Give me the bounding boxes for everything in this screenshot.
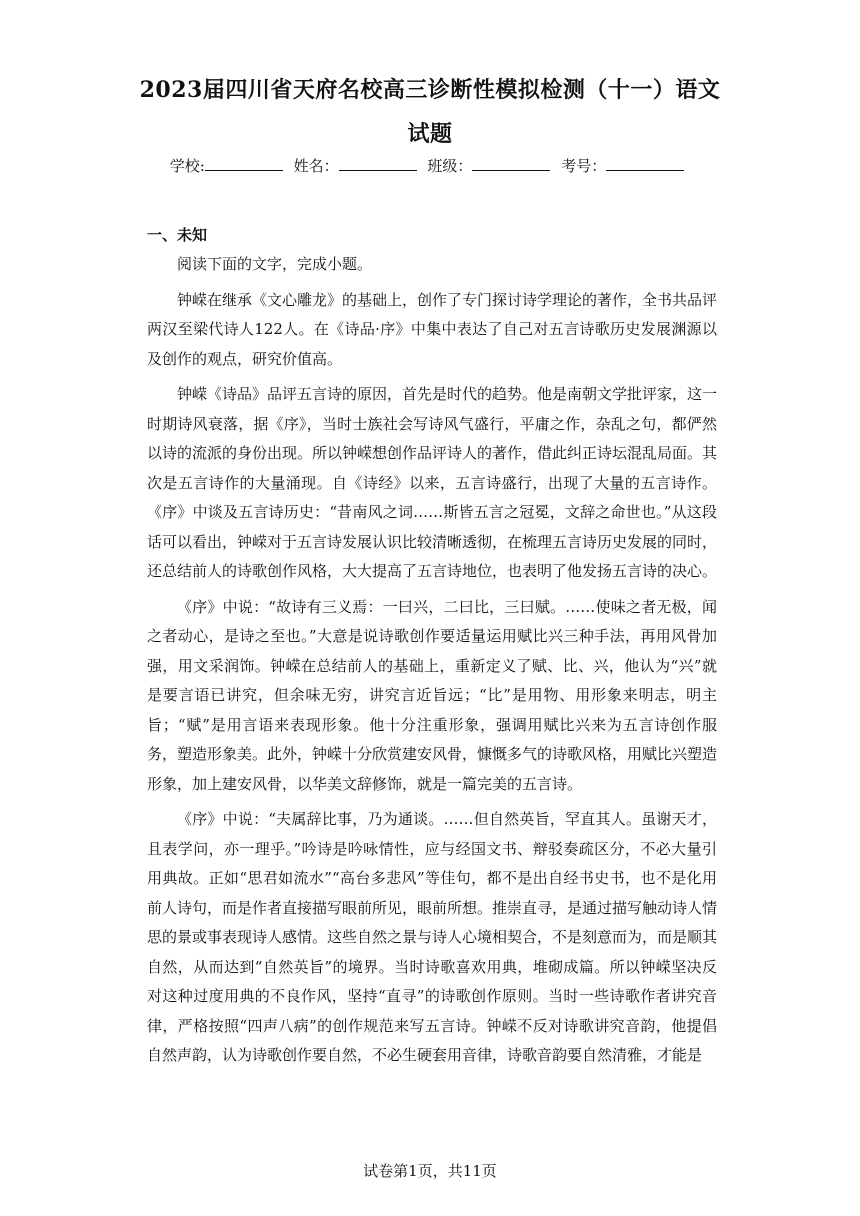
exam-no-blank [606,156,684,171]
class-label: 班级： [427,157,473,175]
paragraph: 《序》中说：“夫属辞比事，乃为通谈。……但自然英旨，罕直其人。虽谢天才，且表学问，亦一理乎。”吟诗是吟咏情性，应与经国文书、辩驳奏疏区分，不必大量引用典故。正如“思君如流水”“高台多悲风”等佳句，都不是出自经书史书，也不是化用前人诗句，而是作者直接描写眼前所见，眼前所想。推崇直寻，是通过描写触动诗人情思的景或事表现诗人感情。这些自然之景与诗人心境相契合，不是刻意而为，而是顺其自然，从而达到“自然英旨”的境界。当时诗歌喜欢用典，堆砌成篇。所以钟嵘坚决反对这种过度用典的不良作风，坚持“直寻”的诗歌创作原则。当时一些诗歌作者讲究音律，严格按照“四声八病”的创作规范来写五言诗。钟嵘不反对诗歌讲究音韵，他提倡自然声韵，认为诗歌创作要自然，不必生硬套用音律，诗歌音韵要自然清雅，才能是 [147,810,718,1064]
name-blank [339,156,417,171]
instruction-text: 阅读下面的文字，完成小题。 [177,255,373,273]
document-title: 2023届四川省天府名校高三诊断性模拟检测（十一）语文试题 [139,77,721,147]
paragraph: 钟嵘《诗品》品评五言诗的原因，首先是时代的趋势。他是南朝文学批评家，这一时期诗风衰落，据《序》，当时士族社会写诗风气盛行，平庸之作，杂乱之句，都俨然以诗的流派的身份出现。所以钟嵘想创作品评诗人的著作，借此纠正诗坛混乱局面。其次是五言诗作的大量涌现。自《诗经》以来，五言诗盛行，出现了大量的五言诗作。《序》中谈及五言诗历史：“昔南风之词……斯皆五言之冠冕，文辞之命世也。”从这段话可以看出，钟嵘对于五言诗发展认识比较清晰透彻，在梳理五言诗历史发展的同时，还总结前人的诗歌创作风格，大大提高了五言诗地位，也表明了他发扬五言诗的决心。 [147,385,718,580]
section-heading: 一、未知 [147,226,208,244]
school-blank [205,156,283,171]
exam-no-label: 考号： [561,157,607,175]
reading-passage [147,250,717,1071]
page-footer: 试卷第1页，共11页 [363,1162,497,1180]
student-info-line [0,152,860,180]
paragraph: 钟嵘在继承《文心雕龙》的基础上，创作了专门探讨诗学理论的著作，全书共品评两汉至梁代诗人122人。在《诗品·序》中集中表达了自己对五言诗歌历史发展渊源以及创作的观点，研究价值高。 [147,290,718,368]
class-blank [472,156,550,171]
school-label: 学校: [169,157,205,175]
paragraph: 《序》中说：“故诗有三义焉：一曰兴，二曰比，三曰赋。……使味之者无极，闻之者动心，是诗之至也。”大意是说诗歌创作要适量运用赋比兴三种手法，再用风骨加强，用文采润饰。钟嵘在总结前人的基础上，重新定义了赋、比、兴，他认为“兴”就是要言语已讲究，但余味无穷，讲究言近旨远；“比”是用物、用形象来明志，明主旨；“赋”是用言语来表现形象。他十分注重形象，强调用赋比兴来为五言诗创作服务，塑造形象美。此外，钟嵘十分欣赏建安风骨，慷慨多气的诗歌风格，用赋比兴塑造形象，加上建安风骨，以华美文辞修饰，就是一篇完美的五言诗。 [147,597,718,793]
name-label: 姓名： [293,157,339,175]
